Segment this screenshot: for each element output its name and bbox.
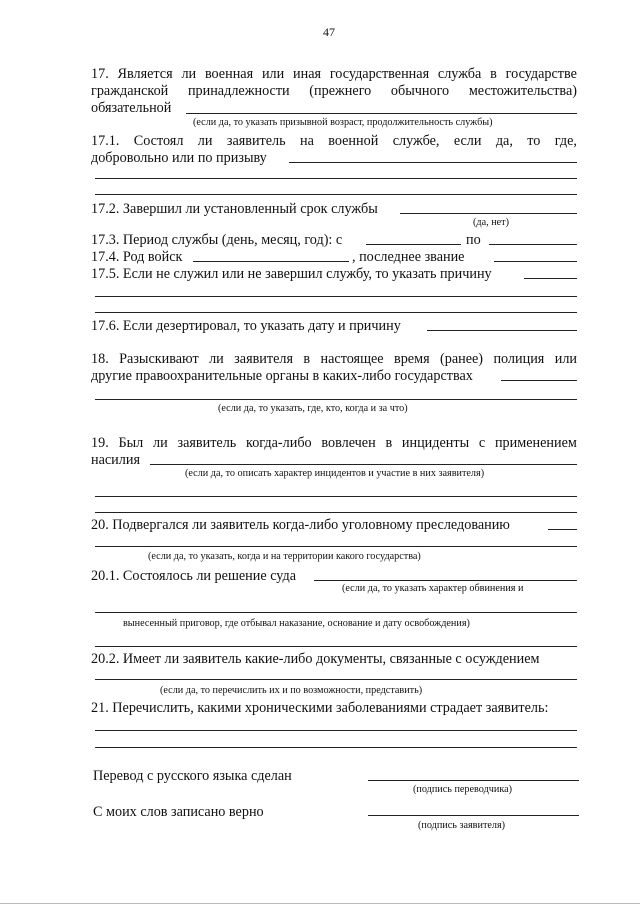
q17-4-troops-line[interactable] <box>193 261 349 262</box>
q20-label: 20. Подвергался ли заявитель когда-либо уголовному преследованию <box>91 517 510 533</box>
page-number: 47 <box>323 25 335 39</box>
q17-line1: 17. Является ли военная или иная государственная служба в государстве <box>91 66 577 82</box>
q17-line2: гражданской принадлежности (прежнего обычного местожительства) <box>91 83 577 99</box>
q17-1-answer-line[interactable] <box>289 162 577 163</box>
q17-4-label: 17.4. Род войск <box>91 249 183 265</box>
q17-5-answer-line-3[interactable] <box>95 312 577 313</box>
q17-4-rank-line[interactable] <box>494 261 577 262</box>
q18-line1: 18. Разыскивают ли заявителя в настоящее время (ранее) полиция или <box>91 351 577 367</box>
q20-1-note2: вынесенный приговор, где отбывал наказание, основание и дату освобождения) <box>123 618 470 629</box>
q17-1-line2: добровольно или по призыву <box>91 150 267 166</box>
q20-2-answer-line[interactable] <box>95 679 577 680</box>
q19-line1: 19. Был ли заявитель когда-либо вовлечен в инциденты с применением <box>91 435 577 451</box>
q17-1-answer-line-3[interactable] <box>95 194 577 195</box>
q18-answer-line[interactable] <box>501 380 577 381</box>
q19-answer-line-2[interactable] <box>95 496 577 497</box>
page-bottom-edge <box>0 903 640 904</box>
q20-2-label: 20.2. Имеет ли заявитель какие-либо документы, связанные с осуждением <box>91 651 540 667</box>
q20-answer-line[interactable] <box>548 529 577 530</box>
translation-label: Перевод с русского языка сделан <box>93 768 292 784</box>
q17-3-to-line[interactable] <box>489 244 577 245</box>
q20-1-answer-line[interactable] <box>314 580 577 581</box>
q20-2-note: (если да, то перечислить их и по возможности, представить) <box>160 685 423 696</box>
translator-signature-line[interactable] <box>368 780 579 781</box>
q17-1-answer-line-2[interactable] <box>95 178 577 179</box>
q17-5-label: 17.5. Если не служил или не завершил службу, то указать причину <box>91 266 492 282</box>
q19-note: (если да, то описать характер инцидентов и участие в них заявителя) <box>185 468 485 479</box>
q17-5-answer-line-2[interactable] <box>95 296 577 297</box>
q19-answer-line[interactable] <box>150 464 577 465</box>
q20-1-note1: (если да, то указать характер обвинения и <box>342 583 524 594</box>
q17-3-to-label: по <box>466 232 481 248</box>
q20-note: (если да, то указать, когда и на территории какого государства) <box>148 551 421 562</box>
q20-1-answer-line-3[interactable] <box>95 646 577 647</box>
q21-answer-line-2[interactable] <box>95 747 577 748</box>
q17-1-line1: 17.1. Состоял ли заявитель на военной службе, если да, то где, <box>91 133 577 149</box>
q17-6-answer-line[interactable] <box>427 330 577 331</box>
applicant-signature-note: (подпись заявителя) <box>418 820 506 831</box>
q17-2-label: 17.2. Завершил ли установленный срок службы <box>91 201 378 217</box>
q17-6-label: 17.6. Если дезертировал, то указать дату и причину <box>91 318 401 334</box>
q17-4-rank-label: , последнее звание <box>352 249 465 265</box>
q19-answer-line-3[interactable] <box>95 512 577 513</box>
q17-note: (если да, то указать призывной возраст, продолжительность службы) <box>193 117 493 128</box>
q18-answer-line-2[interactable] <box>95 399 577 400</box>
q18-note: (если да, то указать, где, кто, когда и за что) <box>218 403 408 414</box>
q17-line3: обязательной <box>91 100 172 116</box>
q17-5-answer-line[interactable] <box>524 278 577 279</box>
translator-signature-note: (подпись переводчика) <box>413 784 513 795</box>
q17-3-from-line[interactable] <box>366 244 461 245</box>
q18-line2: другие правоохранительные органы в каких-либо государствах <box>91 368 473 384</box>
q20-answer-line-2[interactable] <box>95 546 577 547</box>
q19-line2: насилия <box>91 452 140 468</box>
q20-1-answer-line-2[interactable] <box>95 612 577 613</box>
q17-2-note: (да, нет) <box>473 217 510 228</box>
q21-label: 21. Перечислить, какими хроническими заболеваниями страдает заявитель: <box>91 700 549 716</box>
applicant-signature-line[interactable] <box>368 815 579 816</box>
q17-3-label: 17.3. Период службы (день, месяц, год): с <box>91 232 343 248</box>
q21-answer-line[interactable] <box>95 730 577 731</box>
words-recorded-label: С моих слов записано верно <box>93 804 264 820</box>
q17-answer-line[interactable] <box>186 113 577 114</box>
q17-2-answer-line[interactable] <box>400 213 577 214</box>
q20-1-label: 20.1. Состоялось ли решение суда <box>91 568 297 584</box>
